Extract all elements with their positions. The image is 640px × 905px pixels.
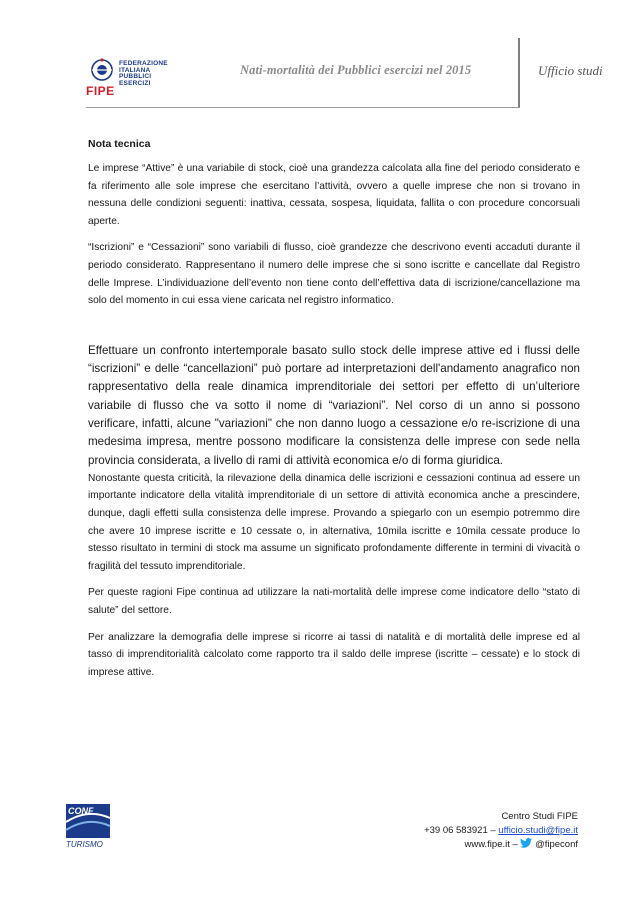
twitter-icon[interactable]: [520, 838, 532, 848]
footer-phone-line: [424, 824, 578, 838]
footer-web-line: [424, 838, 578, 852]
logo-bottom-text: TURISMO: [66, 840, 103, 849]
confturismo-emblem-icon: [58, 800, 118, 850]
footer-phone: +39 06 583921 –: [424, 825, 499, 836]
header-office: Ufficio studi: [538, 63, 603, 78]
paragraph: Le imprese “Attive” è una variabile di stock, cioè una grandezza calcolata alla fine del periodo considerato e fa riferimento alle sole imprese che esercitano l’attività, ovvero a quelle imprese che non si trovano in nessuna delle condizioni seguenti: inattiva, cessata, sospesa, liquidata, fallita o con procedure concorsuali aperte.: [88, 163, 580, 227]
spacer: [88, 319, 580, 342]
footer-org: Centro Studi FIPE: [501, 811, 578, 822]
fipe-emblem-icon: [86, 58, 118, 84]
header-rule: [86, 107, 520, 108]
logo-text: [119, 61, 168, 87]
paragraph-large: Effettuare un confronto intertemporale basato sullo stock delle imprese attive ed i flussi delle “iscrizioni” e delle “cancellazioni” può portare ad interpretazioni dell'andamento anagrafico non rappresentativo della reale dinamica imprenditoriale dei settori per effetto di un’ulteriore variabile di flusso che va sotto il nome di “variazioni”. Nel corso di un anno si possono verificare, infatti, alcune "variazioni" che non danno luogo a cessazione e/o re-iscrizione di una medesima impresa, mentre possono modificare la consistenza delle imprese con sede nella provincia considerata, a livello di rami di attività economica e/o di forma giuridica.: [88, 343, 580, 467]
confturismo-logo: [58, 800, 118, 850]
paragraph: “Iscrizioni” e “Cessazioni” sono variabili di flusso, cioè grandezze che descrivono eventi accaduti durante il periodo considerato. Rappresentano il numero delle imprese che si sono iscritte e cancellate dal Registro delle Imprese. L’individuazione dell’evento non tiene conto dell’effettiva data di iscrizione/cancellazione ma solo del momento in cui essa viene caricata nel registro informatico.: [88, 242, 580, 307]
logo-line: ESERCIZI: [119, 79, 151, 87]
twitter-handle[interactable]: @fipeconf: [535, 839, 578, 850]
paragraph: Nonostante questa criticità, la rilevazione della dinamica delle iscrizioni e cessazioni continua ad essere un importante indicatore della vitalità imprenditoriale di un settore di attività economica anche a prescindere, dunque, dagli effetti sulla consistenza delle imprese. Provando a spiegarlo con un esempio potremmo dire che avere 10 imprese iscritte e 10 cessate o, in alternativa, 10mila iscritte e 10mila cessate produce lo stesso risultato in termini di stock ma assume un significato profondamente differente in termini di vivacità o fragilità del tessuto imprenditoriale.: [88, 472, 580, 572]
page-header-title: Nati-mortalità dei Pubblici esercizi nel 2015: [240, 63, 472, 77]
website-link[interactable]: www.fipe.it –: [464, 839, 521, 850]
paragraph: Per analizzare la demografia delle imprese si ricorre ai tassi di natalità e di mortalità delle imprese ed al tasso di imprenditorialità calcolato come rapporto tra il saldo delle imprese (iscritte – cessate) e lo stock di imprese attive.: [88, 631, 580, 678]
logo-top-text: CONF: [68, 806, 94, 816]
paragraph: Per queste ragioni Fipe continua ad utilizzare la nati-mortalità delle imprese come indicatore dello “stato di salute” del settore.: [88, 587, 580, 616]
logo-acronym: FIPE: [86, 84, 115, 98]
page-header: [0, 0, 640, 110]
fipe-logo: [86, 58, 176, 98]
logo-line: ITALIANA: [119, 66, 151, 74]
footer-contacts: [424, 810, 578, 852]
section-title: Nota tecnica: [88, 138, 151, 150]
email-link[interactable]: ufficio.studi@fipe.it: [498, 825, 578, 836]
document-body: [88, 138, 580, 690]
logo-line: FEDERAZIONE: [119, 60, 168, 67]
header-divider: [518, 38, 520, 108]
logo-line: PUBBLICI: [119, 73, 152, 81]
